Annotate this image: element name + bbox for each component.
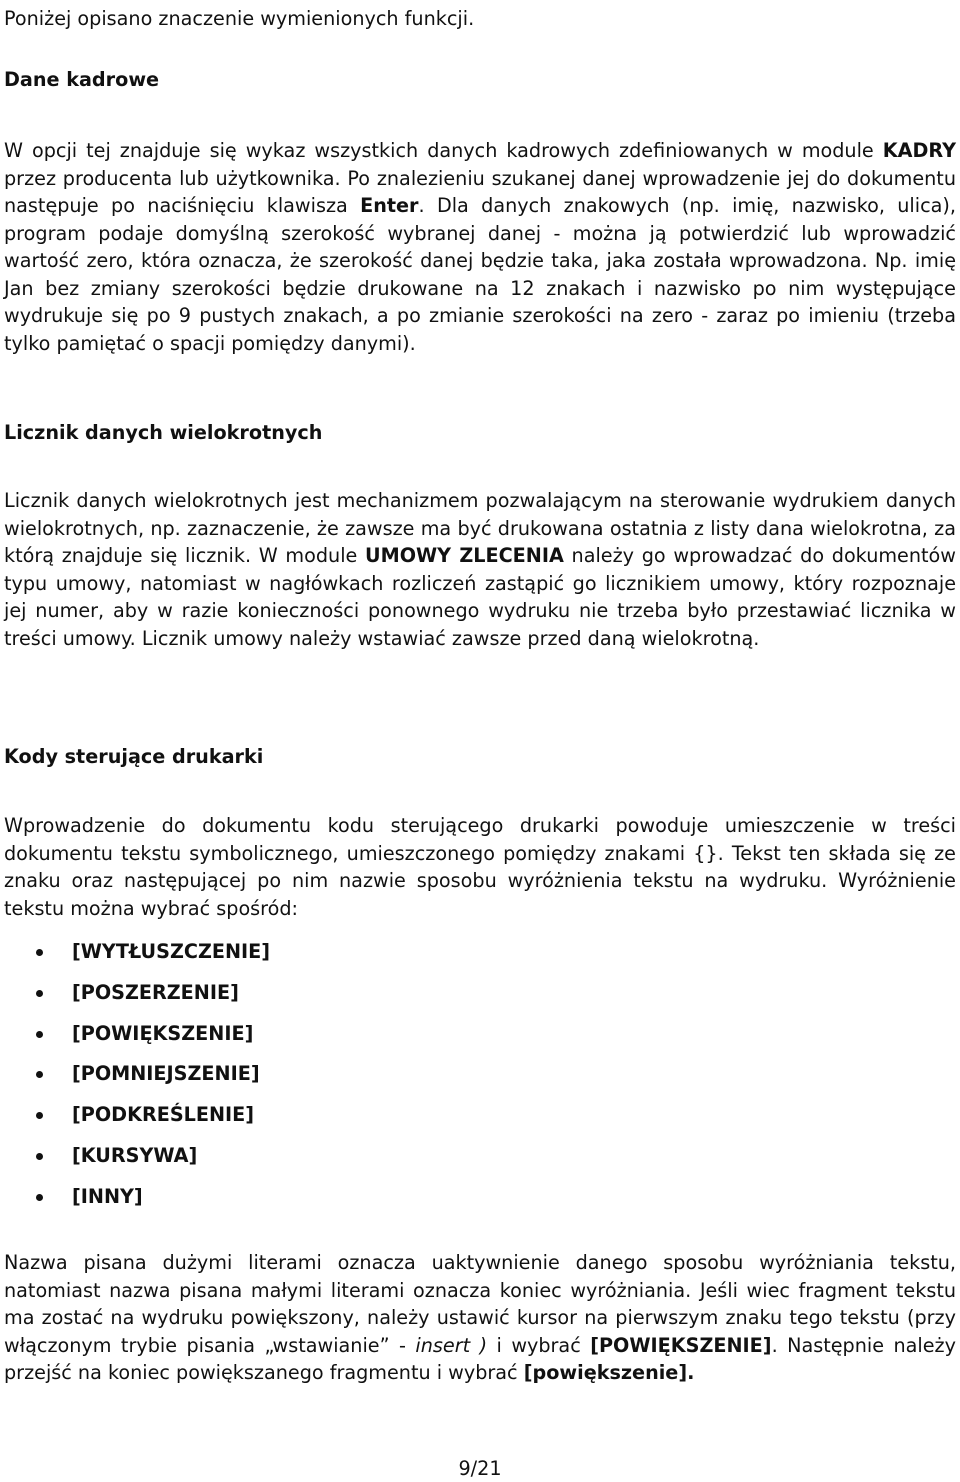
paragraph-kody-outro [4, 1249, 956, 1387]
list-item [4, 978, 956, 1019]
bold-run: Enter [360, 194, 419, 217]
heading-dane-kadrowe: Dane kadrowe [4, 68, 160, 91]
bold-run: KADRY [882, 139, 956, 162]
italic-run: insert ) [415, 1333, 488, 1357]
list-item [4, 937, 956, 978]
bullet-icon [36, 949, 43, 956]
text-run: . Dla danych znakowych (np. imię, nazwisko, ulica), program podaje domyślną szerokość wybranej danej - można ją potwierdzić lub wprowadzić wartość zero, która oznacza, że szerokość danej będzie taka, jaka została wprowadzona. Np. imię Jan bez zmiany szerokości będzie drukowane na 12 znakach i nazwisko po nim występujące wydrukuje się po 9 pustych znakach, a po zmianie szerokości na zero - zaraz po imieniu (trzeba tylko pamiętać o spacji pomiędzy danymi). [4, 194, 956, 355]
list-item-label: [WYTŁUSZCZENIE] [72, 940, 271, 963]
paragraph-licznik [4, 487, 956, 652]
list-item [4, 1019, 956, 1060]
list-item [4, 1100, 956, 1141]
list-item [4, 1182, 956, 1223]
text-run: Licznik danych wielokrotnych jest mechanizmem pozwalającym na sterowanie wydrukiem danych wielokrotnych, np. zaznaczenie, że zawsze ma być drukowana ostatnia z listy dana wielokrotna, za którą znajduje się licznik. W module [4, 489, 956, 567]
paragraph-dane-kadrowe [4, 137, 956, 357]
list-item-label: [POSZERZENIE] [72, 980, 239, 1004]
intro-text: Poniżej opisano znaczenie wymienionych funkcji. [4, 7, 475, 30]
bullet-icon [36, 1194, 43, 1201]
bold-run: UMOWY ZLECENIA [365, 544, 564, 567]
list-item [4, 1059, 956, 1100]
bullet-icon [36, 1071, 43, 1078]
heading-licznik: Licznik danych wielokrotnych [4, 421, 323, 444]
text-run: . Następnie należy przejść na koniec powiększanego fragmentu i wybrać [4, 1333, 956, 1384]
text-run: i wybrać [487, 1333, 591, 1357]
list-item-label: [PODKREŚLENIE] [72, 1103, 255, 1127]
text-run: Nazwa pisana dużymi literami oznacza uaktywnienie danego sposobu wyróżniania tekstu, natomiast nazwa pisana małymi literami oznacza koniec wyróżniania. Jeśli wiec fragment tekstu ma zostać na wydruku powiększony, należy ustawić kursor na pierwszym znaku tego tekstu (przy włączonym trybie pisania „wstawianie” - [4, 1251, 956, 1357]
bullet-icon [36, 990, 43, 997]
page-number: 9/21 [458, 1457, 502, 1480]
bold-run: [powiększenie]. [523, 1361, 695, 1384]
text-run: przez producenta lub użytkownika. Po znalezieniu szukanej danej wprowadzenie jej do dokumentu następuje po naciśnięciu klawisza [4, 166, 956, 217]
list-item-label: [INNY] [72, 1184, 143, 1208]
list-item-label: [POMNIEJSZENIE] [72, 1062, 260, 1086]
bold-run: [POWIĘKSZENIE] [590, 1333, 772, 1357]
list-item-label: [KURSYWA] [72, 1143, 198, 1167]
paragraph-kody-intro: Wprowadzenie do dokumentu kodu sterującego drukarki powoduje umieszczenie w treści dokumentu tekstu symbolicznego, umieszczonego pomiędzy znakami {}. Tekst ten składa się ze znaku oraz następującej po nim nazwie sposobu wyróżnienia tekstu na wydruku. Wyróżnienie tekstu można wybrać spośród: [4, 814, 956, 920]
list-item-label: [POWIĘKSZENIE] [72, 1021, 254, 1045]
bullet-icon [36, 1153, 43, 1160]
bullet-icon [36, 1112, 43, 1119]
bullet-icon [36, 1031, 43, 1038]
list-item [4, 1141, 956, 1182]
heading-kody: Kody sterujące drukarki [4, 745, 264, 768]
format-options-list [4, 937, 956, 1223]
text-run: należy go wprowadzać do dokumentów typu umowy, natomiast w nagłówkach rozliczeń zastąpić go licznikiem umowy, który rozpoznaje jej numer, aby w razie konieczności ponownego wydruku nie trzeba było przestawiać licznika w treści umowy. Licznik umowy należy wstawiać zawsze przed daną wielokrotną. [4, 544, 956, 650]
text-run: W opcji tej znajduje się wykaz wszystkich danych kadrowych zdefiniowanych w module [4, 139, 883, 162]
